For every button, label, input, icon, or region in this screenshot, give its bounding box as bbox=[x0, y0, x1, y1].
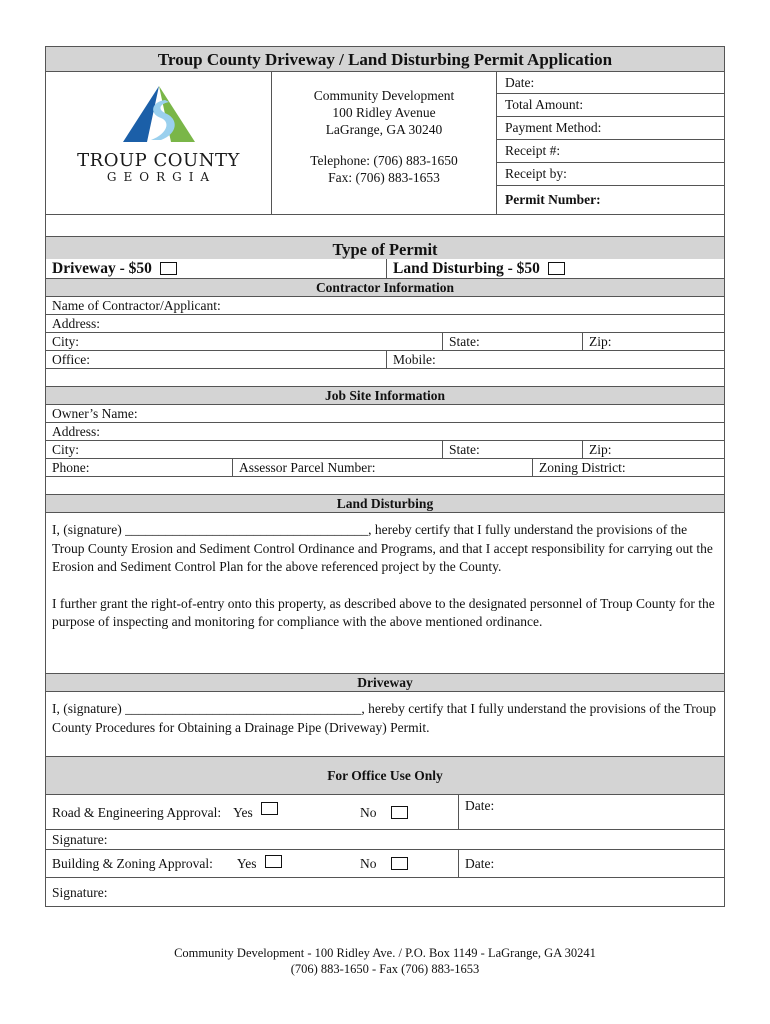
form-title: Troup County Driveway / Land Disturbing Permit Application bbox=[157, 49, 613, 69]
contractor-state-field[interactable]: State: bbox=[442, 333, 582, 350]
spacer-row bbox=[46, 369, 724, 387]
land-disturbing-heading: Land Disturbing bbox=[336, 496, 434, 511]
driveway-statement bbox=[46, 692, 724, 756]
contractor-name-field[interactable]: Name of Contractor/Applicant: bbox=[52, 298, 221, 313]
building-approval-date-field[interactable]: Date: bbox=[458, 850, 724, 877]
permit-type-heading-row bbox=[46, 237, 724, 259]
road-yes-checkbox[interactable] bbox=[261, 802, 278, 815]
permit-number-field[interactable]: Permit Number: bbox=[505, 192, 601, 207]
jobsite-address-row bbox=[46, 423, 724, 441]
building-yes-checkbox[interactable] bbox=[265, 855, 282, 868]
jobsite-state-field[interactable]: State: bbox=[442, 441, 582, 458]
road-no-label: No bbox=[360, 804, 377, 820]
building-no-checkbox[interactable] bbox=[391, 857, 408, 870]
jobsite-city-field[interactable]: City: bbox=[52, 442, 80, 457]
road-approval-label: Road & Engineering Approval: bbox=[52, 804, 222, 820]
permit-form bbox=[45, 46, 725, 907]
jobsite-heading-row bbox=[46, 387, 724, 405]
dept-phone: Telephone: (706) 883-1650 bbox=[310, 153, 458, 168]
jobsite-city-row bbox=[46, 441, 724, 459]
permit-type-heading: Type of Permit bbox=[332, 240, 438, 259]
receipt-number-field[interactable]: Receipt #: bbox=[497, 140, 724, 163]
contractor-heading-row bbox=[46, 279, 724, 297]
dept-city: LaGrange, GA 30240 bbox=[325, 122, 443, 137]
building-signature-field[interactable]: Signature: bbox=[52, 884, 108, 900]
driveway-option-label: Driveway - $50 bbox=[52, 260, 152, 277]
building-approval-yes bbox=[46, 850, 352, 877]
building-approval-row bbox=[46, 850, 724, 878]
title-row bbox=[46, 47, 724, 72]
footer-address: Community Development - 100 Ridley Ave. / P.O. Box 1149 - LaGrange, GA 30241 bbox=[174, 946, 596, 960]
road-approval-date-field[interactable]: Date: bbox=[458, 795, 724, 829]
dept-fax: Fax: (706) 883-1653 bbox=[328, 170, 440, 185]
contractor-address-field[interactable]: Address: bbox=[52, 316, 100, 331]
jobsite-phone-row bbox=[46, 459, 724, 477]
contractor-city-row bbox=[46, 333, 724, 351]
spacer-row bbox=[46, 477, 724, 495]
building-yes-label: Yes bbox=[236, 856, 257, 871]
driveway-heading: Driveway bbox=[357, 675, 413, 690]
land-disturbing-statement-row bbox=[46, 513, 724, 674]
road-no-checkbox[interactable] bbox=[391, 806, 408, 819]
road-approval-no bbox=[352, 795, 458, 829]
driveway-checkbox[interactable] bbox=[160, 262, 177, 275]
date-field[interactable]: Date: bbox=[497, 72, 724, 94]
logo-name: TROUP COUNTY bbox=[77, 150, 240, 171]
contractor-phone-row bbox=[46, 351, 724, 369]
building-approval-label: Building & Zoning Approval: bbox=[52, 856, 213, 871]
land-disturbing-heading-row bbox=[46, 495, 724, 513]
building-signature-row bbox=[46, 878, 724, 906]
department-address bbox=[272, 72, 496, 214]
dept-street: 100 Ridley Avenue bbox=[332, 105, 436, 120]
receipt-by-field[interactable]: Receipt by: bbox=[497, 163, 724, 186]
office-fields bbox=[496, 72, 724, 214]
land-disturbing-certification: I, (signature) ____________________________________, hereby certify that I fully understand the provisions of the Troup County Erosion and Sediment Control Ordinance and Programs, and that I accept responsibility for carrying out the Erosion and Sediment Control Plan for the above referenced project by the County. bbox=[52, 522, 713, 574]
driveway-statement-row bbox=[46, 692, 724, 757]
contractor-zip-field[interactable]: Zip: bbox=[582, 333, 724, 350]
page-footer bbox=[0, 945, 770, 977]
driveway-option[interactable] bbox=[46, 259, 386, 278]
office-use-heading: For Office Use Only bbox=[327, 768, 443, 783]
land-disturbing-option[interactable] bbox=[386, 259, 724, 278]
office-use-heading-row bbox=[46, 757, 724, 795]
road-yes-label: Yes bbox=[233, 804, 253, 820]
payment-method-field[interactable]: Payment Method: bbox=[497, 117, 724, 140]
building-approval-no bbox=[352, 850, 458, 877]
dept-name: Community Development bbox=[313, 88, 455, 103]
contractor-mobile-field[interactable]: Mobile: bbox=[386, 351, 724, 368]
contractor-office-field[interactable]: Office: bbox=[52, 352, 90, 367]
contractor-address-row bbox=[46, 315, 724, 333]
jobsite-zip-field[interactable]: Zip: bbox=[582, 441, 724, 458]
road-approval-row bbox=[46, 795, 724, 830]
jobsite-heading: Job Site Information bbox=[324, 388, 445, 403]
owner-name-row bbox=[46, 405, 724, 423]
spacer-row bbox=[46, 215, 724, 237]
driveway-certification: I, (signature) ___________________________________, hereby certify that I fully understand the provisions of the Troup County Procedures for Obtaining a Drainage Pipe (Driveway) Permit. bbox=[52, 701, 717, 735]
building-no-label: No bbox=[360, 856, 377, 871]
form-header bbox=[46, 72, 724, 215]
road-signature-field[interactable]: Signature: bbox=[52, 832, 108, 847]
road-approval-yes bbox=[46, 795, 352, 829]
permit-type-row bbox=[46, 259, 724, 279]
road-signature-row bbox=[46, 830, 724, 850]
land-disturbing-option-label: Land Disturbing - $50 bbox=[393, 260, 540, 277]
jobsite-phone-field[interactable]: Phone: bbox=[52, 460, 90, 475]
land-disturbing-statement bbox=[46, 513, 724, 673]
county-logo bbox=[46, 72, 272, 214]
contractor-heading: Contractor Information bbox=[315, 280, 455, 295]
driveway-heading-row bbox=[46, 674, 724, 692]
right-of-entry-statement: I further grant the right-of-entry onto this property, as described above to the designated personnel of Troup County for the purpose of inspecting and monitoring for compliance with the above mentioned ordinance. bbox=[52, 595, 715, 629]
logo-subtitle: GEORGIA bbox=[106, 170, 217, 184]
zoning-district-field[interactable]: Zoning District: bbox=[532, 459, 724, 476]
contractor-city-field[interactable]: City: bbox=[52, 334, 80, 349]
jobsite-address-field[interactable]: Address: bbox=[52, 424, 100, 439]
parcel-number-field[interactable]: Assessor Parcel Number: bbox=[232, 459, 532, 476]
footer-phone: (706) 883-1650 - Fax (706) 883-1653 bbox=[290, 962, 480, 976]
contractor-name-row bbox=[46, 297, 724, 315]
owner-name-field[interactable]: Owner’s Name: bbox=[52, 406, 138, 421]
troup-county-logo-icon bbox=[121, 84, 197, 144]
total-amount-field[interactable]: Total Amount: bbox=[497, 94, 724, 117]
land-disturbing-checkbox[interactable] bbox=[548, 262, 565, 275]
